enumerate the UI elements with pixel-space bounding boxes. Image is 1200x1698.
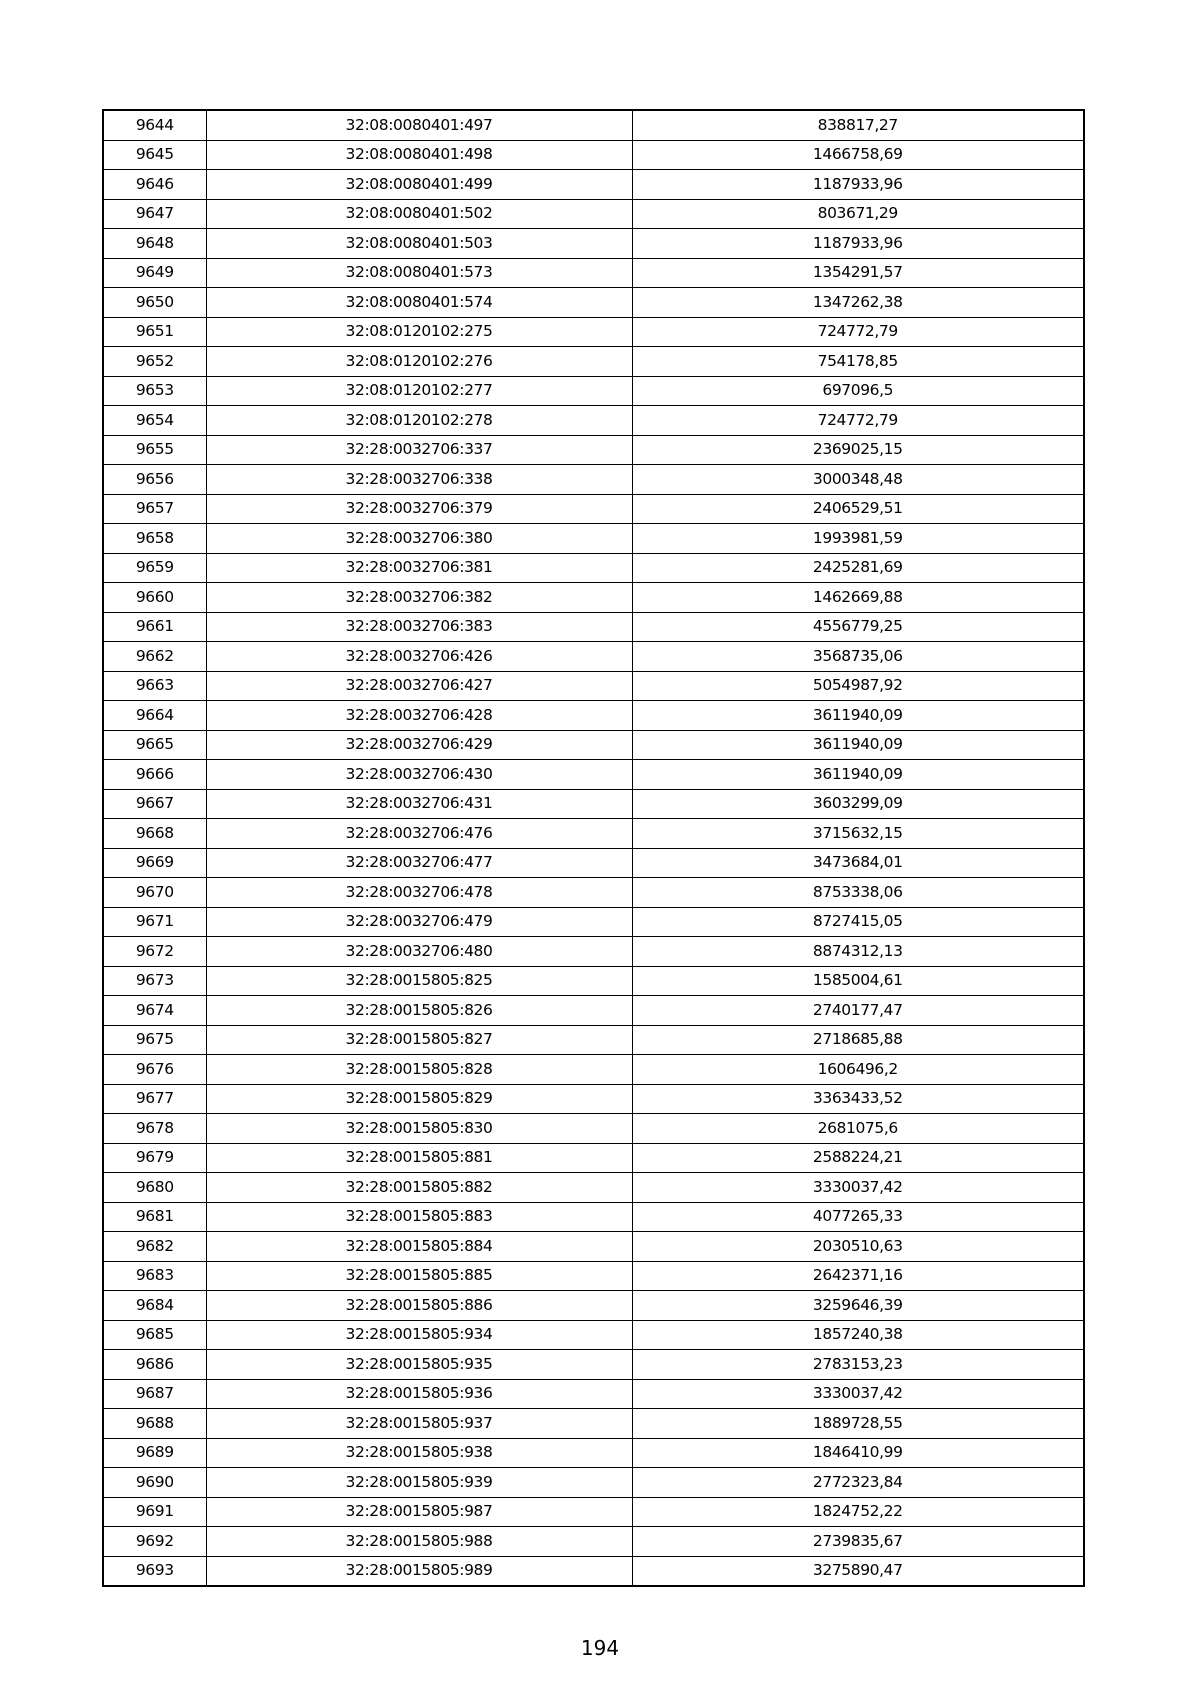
value-cell: 8727415,05 <box>632 907 1084 937</box>
value-cell: 3330037,42 <box>632 1173 1084 1203</box>
cadastral-number-cell: 32:28:0032706:476 <box>206 819 632 849</box>
table-row <box>103 1468 1084 1498</box>
cadastral-number-cell: 32:28:0015805:882 <box>206 1173 632 1203</box>
row-number-cell: 9661 <box>103 612 206 642</box>
table-row <box>103 229 1084 259</box>
table-row <box>103 937 1084 967</box>
row-number-cell: 9654 <box>103 406 206 436</box>
row-number-cell: 9655 <box>103 435 206 465</box>
value-cell: 3715632,15 <box>632 819 1084 849</box>
value-cell: 1846410,99 <box>632 1438 1084 1468</box>
row-number-cell: 9681 <box>103 1202 206 1232</box>
cadastral-number-cell: 32:08:0080401:502 <box>206 199 632 229</box>
table-row <box>103 642 1084 672</box>
table-row <box>103 465 1084 495</box>
row-number-cell: 9647 <box>103 199 206 229</box>
cadastral-number-cell: 32:28:0032706:478 <box>206 878 632 908</box>
cadastral-number-cell: 32:28:0032706:479 <box>206 907 632 937</box>
row-number-cell: 9653 <box>103 376 206 406</box>
row-number-cell: 9652 <box>103 347 206 377</box>
table-row <box>103 1556 1084 1586</box>
value-cell: 4556779,25 <box>632 612 1084 642</box>
table-row <box>103 524 1084 554</box>
table-row <box>103 1291 1084 1321</box>
table-row <box>103 1173 1084 1203</box>
cadastral-number-cell: 32:28:0032706:383 <box>206 612 632 642</box>
row-number-cell: 9648 <box>103 229 206 259</box>
value-cell: 5054987,92 <box>632 671 1084 701</box>
value-cell: 1354291,57 <box>632 258 1084 288</box>
row-number-cell: 9682 <box>103 1232 206 1262</box>
row-number-cell: 9645 <box>103 140 206 170</box>
row-number-cell: 9692 <box>103 1527 206 1557</box>
value-cell: 8874312,13 <box>632 937 1084 967</box>
table-row <box>103 406 1084 436</box>
value-cell: 2739835,67 <box>632 1527 1084 1557</box>
row-number-cell: 9677 <box>103 1084 206 1114</box>
cadastral-number-cell: 32:28:0015805:988 <box>206 1527 632 1557</box>
value-cell: 838817,27 <box>632 110 1084 140</box>
cadastral-number-cell: 32:28:0032706:338 <box>206 465 632 495</box>
table-row <box>103 435 1084 465</box>
row-number-cell: 9693 <box>103 1556 206 1586</box>
table-row <box>103 1438 1084 1468</box>
row-number-cell: 9683 <box>103 1261 206 1291</box>
table-body <box>103 110 1084 1586</box>
value-cell: 2718685,88 <box>632 1025 1084 1055</box>
cadastral-number-cell: 32:08:0080401:498 <box>206 140 632 170</box>
table-row <box>103 612 1084 642</box>
page-number: 194 <box>580 1636 620 1660</box>
cadastral-number-cell: 32:28:0032706:337 <box>206 435 632 465</box>
cadastral-number-cell: 32:28:0015805:828 <box>206 1055 632 1085</box>
cadastral-number-cell: 32:28:0032706:379 <box>206 494 632 524</box>
value-cell: 724772,79 <box>632 406 1084 436</box>
value-cell: 724772,79 <box>632 317 1084 347</box>
value-cell: 2588224,21 <box>632 1143 1084 1173</box>
value-cell: 3363433,52 <box>632 1084 1084 1114</box>
cadastral-number-cell: 32:08:0080401:499 <box>206 170 632 200</box>
table-row <box>103 966 1084 996</box>
row-number-cell: 9656 <box>103 465 206 495</box>
value-cell: 3611940,09 <box>632 730 1084 760</box>
table-row <box>103 819 1084 849</box>
table-row <box>103 1232 1084 1262</box>
cadastral-value-table <box>102 109 1085 1587</box>
value-cell: 2406529,51 <box>632 494 1084 524</box>
cadastral-number-cell: 32:28:0015805:937 <box>206 1409 632 1439</box>
row-number-cell: 9659 <box>103 553 206 583</box>
cadastral-number-cell: 32:28:0015805:939 <box>206 1468 632 1498</box>
value-cell: 8753338,06 <box>632 878 1084 908</box>
table-row <box>103 1055 1084 1085</box>
row-number-cell: 9649 <box>103 258 206 288</box>
cadastral-number-cell: 32:28:0032706:431 <box>206 789 632 819</box>
table-row <box>103 1084 1084 1114</box>
cadastral-number-cell: 32:28:0015805:936 <box>206 1379 632 1409</box>
cadastral-number-cell: 32:28:0032706:480 <box>206 937 632 967</box>
value-cell: 1462669,88 <box>632 583 1084 613</box>
value-cell: 2681075,6 <box>632 1114 1084 1144</box>
row-number-cell: 9669 <box>103 848 206 878</box>
cadastral-number-cell: 32:28:0015805:987 <box>206 1497 632 1527</box>
table-row <box>103 317 1084 347</box>
table-row <box>103 1320 1084 1350</box>
value-cell: 3259646,39 <box>632 1291 1084 1321</box>
value-cell: 1585004,61 <box>632 966 1084 996</box>
cadastral-number-cell: 32:28:0032706:380 <box>206 524 632 554</box>
table-row <box>103 494 1084 524</box>
cadastral-number-cell: 32:28:0015805:827 <box>206 1025 632 1055</box>
cadastral-number-cell: 32:08:0120102:277 <box>206 376 632 406</box>
row-number-cell: 9665 <box>103 730 206 760</box>
cadastral-number-cell: 32:28:0015805:885 <box>206 1261 632 1291</box>
cadastral-number-cell: 32:28:0015805:886 <box>206 1291 632 1321</box>
value-cell: 3611940,09 <box>632 701 1084 731</box>
cadastral-number-cell: 32:28:0032706:382 <box>206 583 632 613</box>
cadastral-number-cell: 32:28:0015805:935 <box>206 1350 632 1380</box>
table-row <box>103 110 1084 140</box>
value-cell: 1857240,38 <box>632 1320 1084 1350</box>
row-number-cell: 9685 <box>103 1320 206 1350</box>
value-cell: 2783153,23 <box>632 1350 1084 1380</box>
value-cell: 2740177,47 <box>632 996 1084 1026</box>
row-number-cell: 9690 <box>103 1468 206 1498</box>
table-row <box>103 878 1084 908</box>
value-cell: 3603299,09 <box>632 789 1084 819</box>
row-number-cell: 9691 <box>103 1497 206 1527</box>
cadastral-number-cell: 32:28:0015805:881 <box>206 1143 632 1173</box>
row-number-cell: 9687 <box>103 1379 206 1409</box>
value-cell: 2642371,16 <box>632 1261 1084 1291</box>
table-row <box>103 671 1084 701</box>
row-number-cell: 9664 <box>103 701 206 731</box>
table-row <box>103 258 1084 288</box>
row-number-cell: 9680 <box>103 1173 206 1203</box>
table-row <box>103 1497 1084 1527</box>
value-cell: 1187933,96 <box>632 170 1084 200</box>
value-cell: 2030510,63 <box>632 1232 1084 1262</box>
table-row <box>103 376 1084 406</box>
cadastral-number-cell: 32:08:0120102:278 <box>206 406 632 436</box>
cadastral-number-cell: 32:28:0032706:430 <box>206 760 632 790</box>
value-cell: 1824752,22 <box>632 1497 1084 1527</box>
row-number-cell: 9686 <box>103 1350 206 1380</box>
table-row <box>103 760 1084 790</box>
table-row <box>103 996 1084 1026</box>
row-number-cell: 9688 <box>103 1409 206 1439</box>
value-cell: 3611940,09 <box>632 760 1084 790</box>
table-row <box>103 1025 1084 1055</box>
row-number-cell: 9678 <box>103 1114 206 1144</box>
value-cell: 2772323,84 <box>632 1468 1084 1498</box>
row-number-cell: 9672 <box>103 937 206 967</box>
value-cell: 3568735,06 <box>632 642 1084 672</box>
value-cell: 3473684,01 <box>632 848 1084 878</box>
row-number-cell: 9674 <box>103 996 206 1026</box>
cadastral-number-cell: 32:28:0032706:381 <box>206 553 632 583</box>
table-row <box>103 1350 1084 1380</box>
value-cell: 1187933,96 <box>632 229 1084 259</box>
cadastral-number-cell: 32:28:0015805:989 <box>206 1556 632 1586</box>
cadastral-number-cell: 32:08:0080401:573 <box>206 258 632 288</box>
table-row <box>103 848 1084 878</box>
value-cell: 1466758,69 <box>632 140 1084 170</box>
row-number-cell: 9684 <box>103 1291 206 1321</box>
value-cell: 1993981,59 <box>632 524 1084 554</box>
row-number-cell: 9644 <box>103 110 206 140</box>
value-cell: 1606496,2 <box>632 1055 1084 1085</box>
row-number-cell: 9650 <box>103 288 206 318</box>
value-cell: 697096,5 <box>632 376 1084 406</box>
row-number-cell: 9663 <box>103 671 206 701</box>
row-number-cell: 9670 <box>103 878 206 908</box>
row-number-cell: 9660 <box>103 583 206 613</box>
row-number-cell: 9651 <box>103 317 206 347</box>
value-cell: 1889728,55 <box>632 1409 1084 1439</box>
table-row <box>103 347 1084 377</box>
table-row <box>103 1527 1084 1557</box>
cadastral-number-cell: 32:28:0032706:429 <box>206 730 632 760</box>
cadastral-number-cell: 32:28:0015805:826 <box>206 996 632 1026</box>
table-row <box>103 1261 1084 1291</box>
value-cell: 803671,29 <box>632 199 1084 229</box>
table-row <box>103 1114 1084 1144</box>
cadastral-number-cell: 32:28:0015805:938 <box>206 1438 632 1468</box>
table-row <box>103 907 1084 937</box>
row-number-cell: 9667 <box>103 789 206 819</box>
value-cell: 1347262,38 <box>632 288 1084 318</box>
row-number-cell: 9675 <box>103 1025 206 1055</box>
table-row <box>103 1202 1084 1232</box>
cadastral-number-cell: 32:28:0032706:426 <box>206 642 632 672</box>
cadastral-number-cell: 32:08:0080401:497 <box>206 110 632 140</box>
cadastral-number-cell: 32:28:0015805:825 <box>206 966 632 996</box>
cadastral-number-cell: 32:28:0015805:934 <box>206 1320 632 1350</box>
row-number-cell: 9657 <box>103 494 206 524</box>
row-number-cell: 9689 <box>103 1438 206 1468</box>
row-number-cell: 9662 <box>103 642 206 672</box>
table-row <box>103 1379 1084 1409</box>
table-row <box>103 199 1084 229</box>
cadastral-number-cell: 32:08:0080401:503 <box>206 229 632 259</box>
table-row <box>103 140 1084 170</box>
table-row <box>103 288 1084 318</box>
cadastral-number-cell: 32:28:0032706:427 <box>206 671 632 701</box>
row-number-cell: 9646 <box>103 170 206 200</box>
table-row <box>103 1409 1084 1439</box>
row-number-cell: 9671 <box>103 907 206 937</box>
table-row <box>103 553 1084 583</box>
table-row <box>103 1143 1084 1173</box>
value-cell: 3275890,47 <box>632 1556 1084 1586</box>
row-number-cell: 9673 <box>103 966 206 996</box>
value-cell: 754178,85 <box>632 347 1084 377</box>
table-row <box>103 789 1084 819</box>
cadastral-number-cell: 32:28:0032706:428 <box>206 701 632 731</box>
row-number-cell: 9679 <box>103 1143 206 1173</box>
table-row <box>103 730 1084 760</box>
table-row <box>103 170 1084 200</box>
cadastral-number-cell: 32:08:0120102:275 <box>206 317 632 347</box>
table-row <box>103 701 1084 731</box>
value-cell: 3330037,42 <box>632 1379 1084 1409</box>
value-cell: 2369025,15 <box>632 435 1084 465</box>
cadastral-number-cell: 32:28:0015805:829 <box>206 1084 632 1114</box>
row-number-cell: 9668 <box>103 819 206 849</box>
cadastral-number-cell: 32:28:0015805:884 <box>206 1232 632 1262</box>
cadastral-number-cell: 32:28:0032706:477 <box>206 848 632 878</box>
table-row <box>103 583 1084 613</box>
row-number-cell: 9676 <box>103 1055 206 1085</box>
cadastral-number-cell: 32:08:0080401:574 <box>206 288 632 318</box>
row-number-cell: 9666 <box>103 760 206 790</box>
cadastral-number-cell: 32:28:0015805:883 <box>206 1202 632 1232</box>
value-cell: 2425281,69 <box>632 553 1084 583</box>
row-number-cell: 9658 <box>103 524 206 554</box>
value-cell: 4077265,33 <box>632 1202 1084 1232</box>
value-cell: 3000348,48 <box>632 465 1084 495</box>
cadastral-number-cell: 32:28:0015805:830 <box>206 1114 632 1144</box>
cadastral-number-cell: 32:08:0120102:276 <box>206 347 632 377</box>
